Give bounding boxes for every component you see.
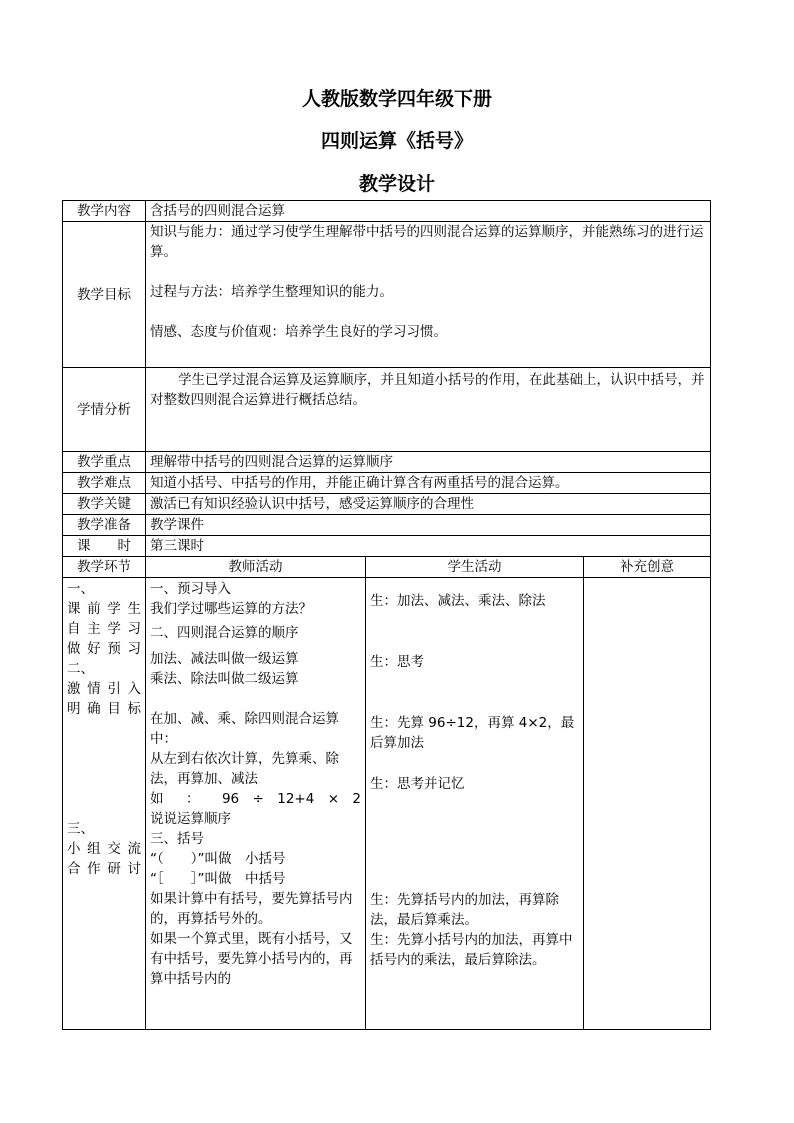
row-crux (63, 494, 711, 515)
label-difficulty: 教学难点 (63, 473, 146, 494)
header-row (63, 557, 711, 578)
header-student: 学生活动 (366, 557, 584, 578)
value-goals (146, 222, 711, 368)
value-analysis: 学生已学过混合运算及运算顺序，并且知道小括号的作用，在此基础上，认识中括号，并对整数四则混合运算进行概括总结。 (146, 368, 711, 452)
label-goals: 教学目标 (63, 222, 146, 368)
teacher-activity-cell: 一、预习导入 我们学过哪些运算的方法？ 二、四则混合运算的顺序 加法、减法叫做一级运算 乘法、除法叫做二级运算 在加、减、乘、除四则混合运算中： 从左到右依次计算，先算乘、除法，再算加、减法 如 ： 96 ÷ 12+4 × 2 说说运算顺序 三、括号 “（ ）”叫做 小括号 “［ ］”叫做 中括号 如果计算中有括号，要先算括号内的，再算括号外的。 如果一个算式里，既有小括号，又有中括号，要先算小括号内的，再算中括号内的 (146, 578, 366, 1030)
activity-row (63, 578, 711, 1030)
extra-cell (584, 578, 711, 1030)
value-crux: 激活已有知识经验认识中括号，感受运算顺序的合理性 (146, 494, 711, 515)
row-content (63, 201, 711, 222)
row-key (63, 452, 711, 473)
goal-knowledge: 知识与能力：通过学习使学生理解带中括号的四则混合运算的运算顺序，并能熟练习的进行运算。 (150, 224, 704, 260)
lesson-plan-table (62, 200, 711, 1030)
label-key: 教学重点 (63, 452, 146, 473)
row-difficulty (63, 473, 711, 494)
goal-attitude: 情感、态度与价值观：培养学生良好的学习习惯。 (150, 324, 447, 340)
label-period: 课 时 (63, 536, 146, 557)
value-prep: 教学课件 (146, 515, 711, 536)
label-prep: 教学准备 (63, 515, 146, 536)
label-crux: 教学关键 (63, 494, 146, 515)
stage-cell: 一、 课前学生 自主学习 做好预习 二、 激情引入 明确目标 三、 小组交流 合作研讨 (63, 578, 146, 1030)
doc-type-heading: 教学设计 (358, 173, 435, 195)
label-analysis: 学情分析 (63, 368, 146, 452)
value-key: 理解带中括号的四则混合运算的运算顺序 (146, 452, 711, 473)
label-content: 教学内容 (63, 201, 146, 222)
student-activity-cell: 生：加法、减法、乘法、除法 生：思考 生：先算 96÷12，再算 4×2，最后算加法 生：思考并记忆 生：先算括号内的加法，再算除法，最后算乘法。 生：先算小括号内的加法，再算中括号内的乘法，最后算除法。 (366, 578, 584, 1030)
doc-subtitle: 四则运算《括号》 (320, 130, 473, 152)
value-period: 第三课时 (146, 536, 711, 557)
goal-process: 过程与方法：培养学生整理知识的能力。 (150, 284, 393, 300)
doc-title: 人教版数学四年级下册 (301, 88, 492, 110)
header-extra: 补充创意 (584, 557, 711, 578)
value-content: 含括号的四则混合运算 (146, 201, 711, 222)
row-prep (63, 515, 711, 536)
header-teacher: 教师活动 (146, 557, 366, 578)
header-stage: 教学环节 (63, 557, 146, 578)
row-analysis (63, 368, 711, 452)
row-period (63, 536, 711, 557)
row-goals (63, 222, 711, 368)
value-difficulty: 知道小括号、中括号的作用，并能正确计算含有两重括号的混合运算。 (146, 473, 711, 494)
